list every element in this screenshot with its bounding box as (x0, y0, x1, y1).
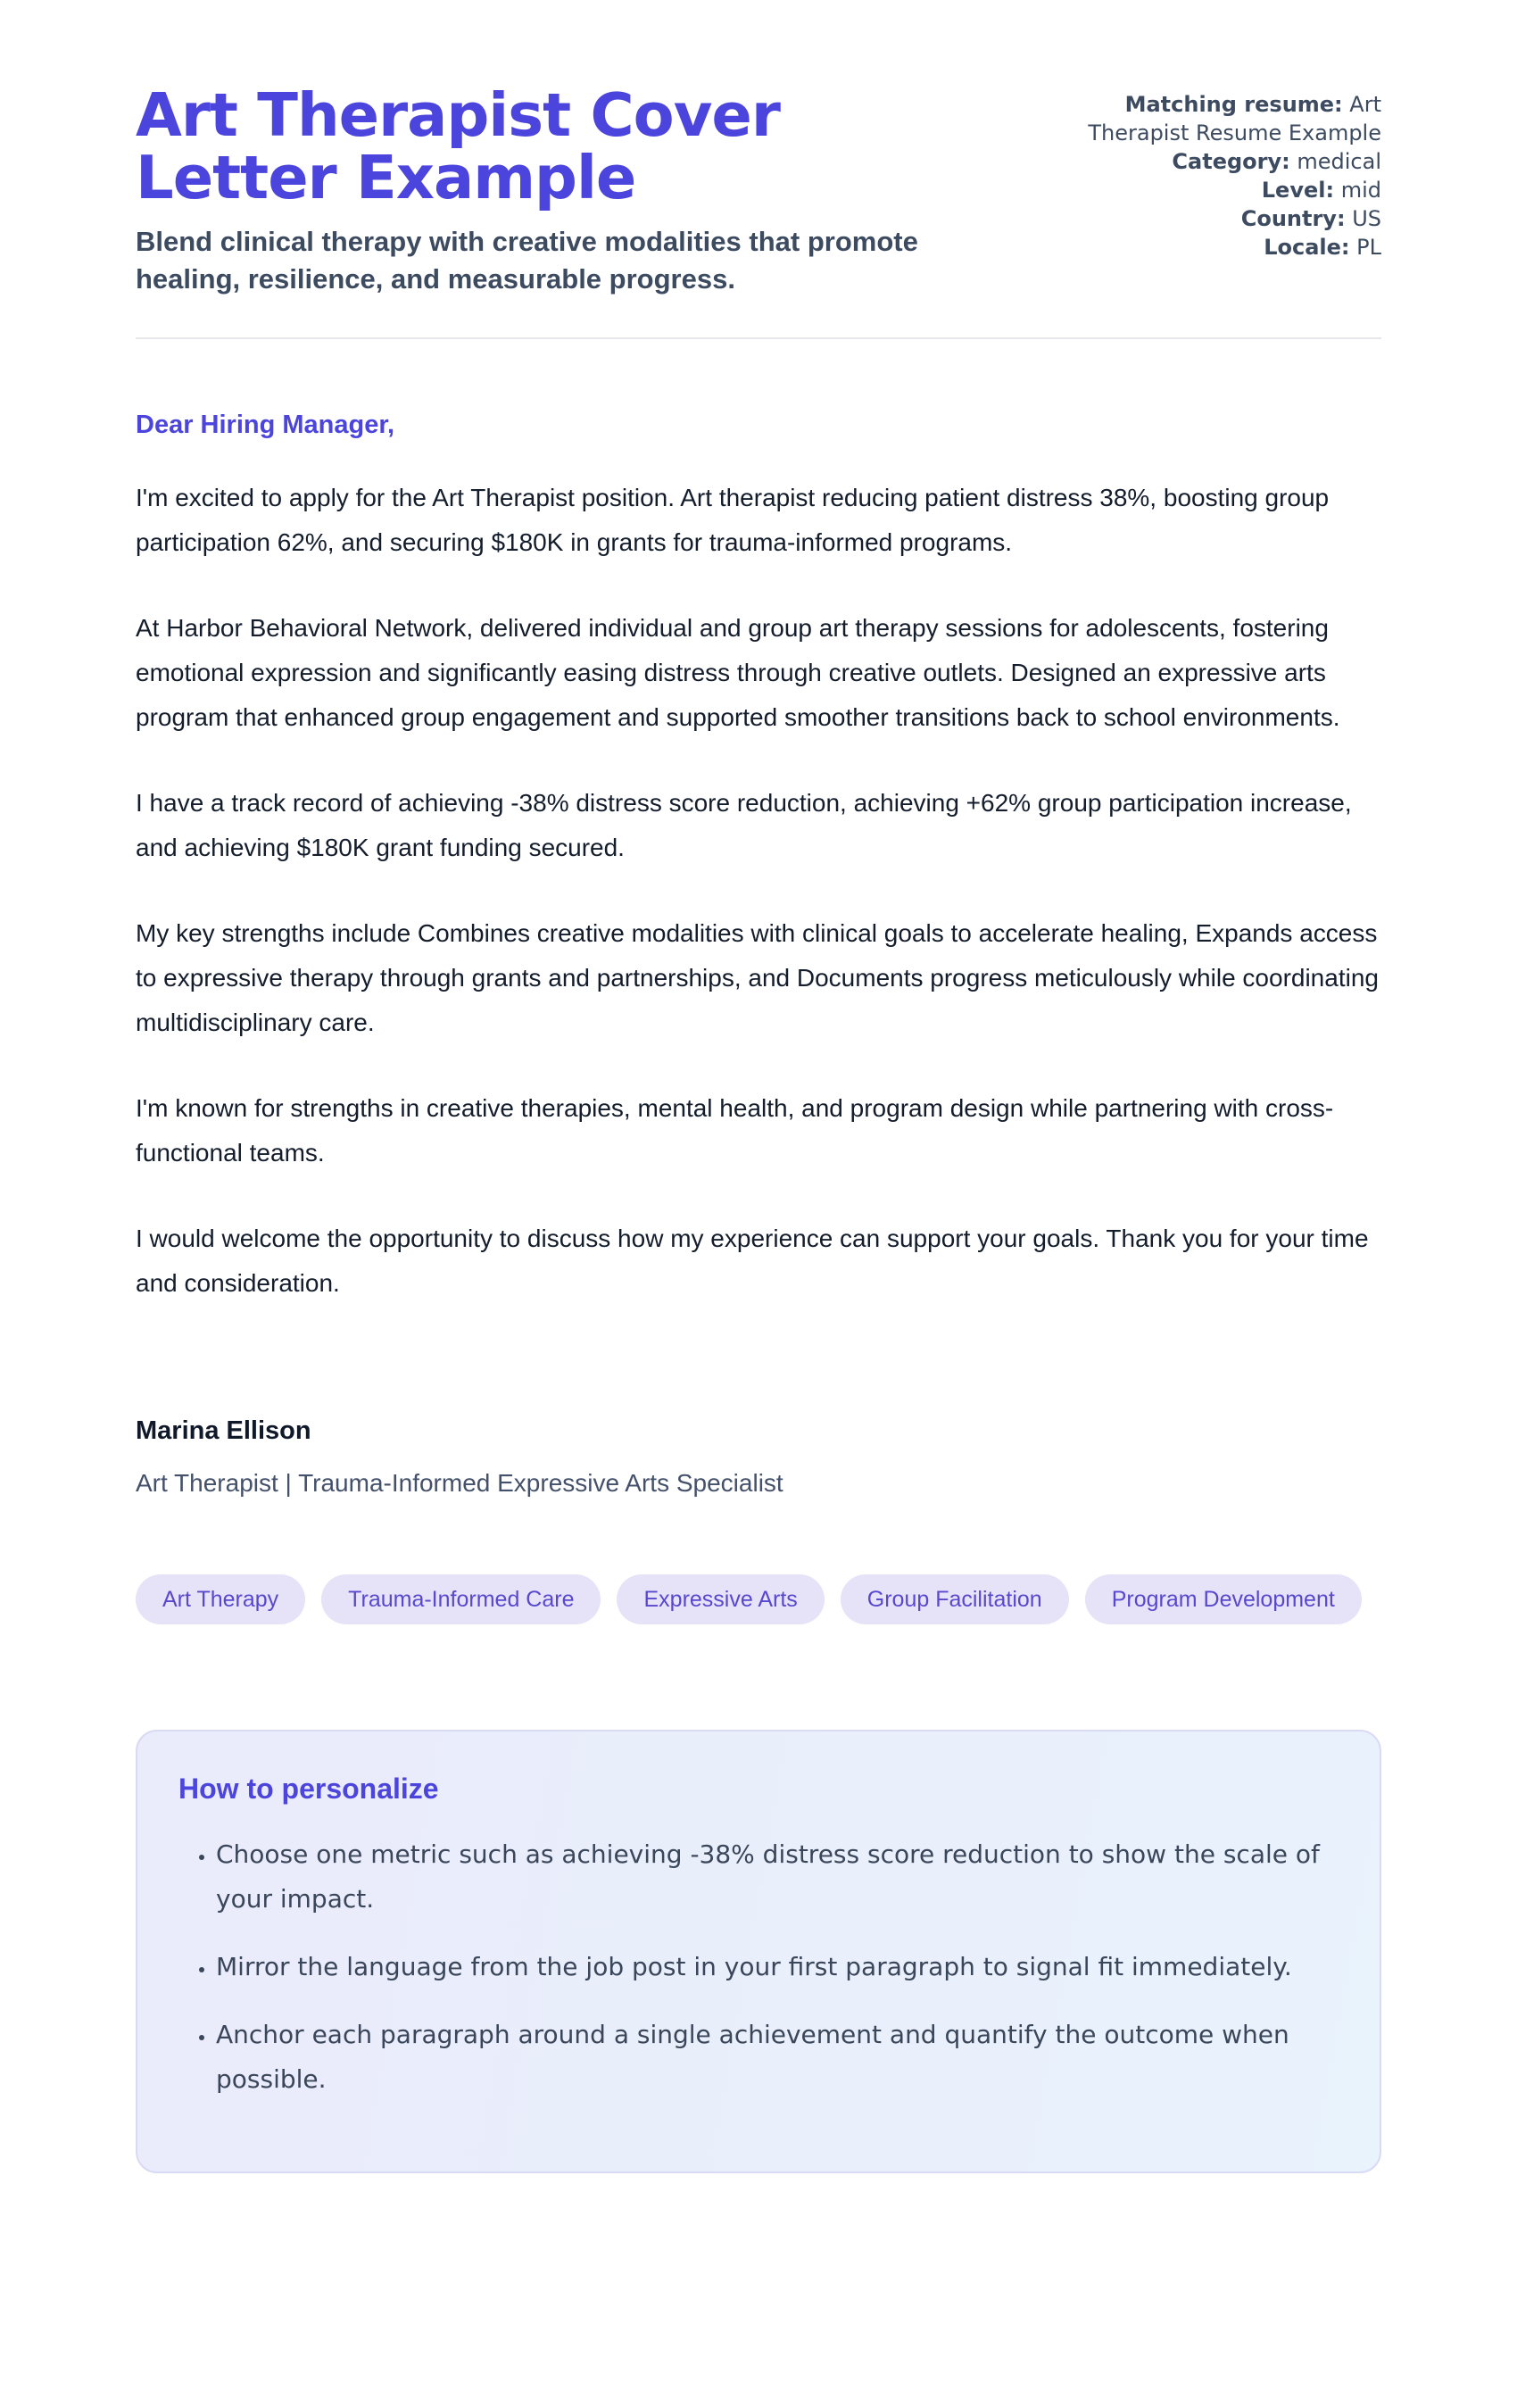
meta-line (1049, 176, 1381, 204)
signature-name: Marina Ellison (136, 1416, 311, 1446)
personalize-callout (136, 1730, 1381, 2173)
personalize-tip: • Mirror the language from the job post in your first paragraph to signal fit immediately. (216, 1945, 1322, 1989)
meta-line (1049, 204, 1381, 233)
personalize-heading: How to personalize (178, 1773, 439, 1806)
skill-tag[interactable]: Program Development (1085, 1574, 1362, 1624)
skill-tag[interactable]: Trauma-Informed Care (321, 1574, 601, 1624)
meta-value: medical (1297, 149, 1381, 174)
skill-tag[interactable]: Art Therapy (136, 1574, 305, 1624)
meta-label: Level: (1261, 178, 1335, 203)
letter-paragraph: I'm excited to apply for the Art Therapist position. Art therapist reducing patient distress 38%, boosting group participation 62%, and securing $180K in grants for trauma-informed programs. (136, 484, 1330, 557)
personalize-tip: • Choose one metric such as achieving -38% distress score reduction to show the scale of your impact. (216, 1832, 1322, 1922)
letter-paragraph: My key strengths include Combines creative modalities with clinical goals to accelerate healing, Expands access to expressive therapy through grants and partnerships, and Documents progress meticulously while coordinating multidisciplinary care. (136, 919, 1379, 1037)
meta-line (1049, 90, 1381, 147)
greeting: Dear Hiring Manager, (136, 411, 395, 440)
meta-label: Locale: (1264, 235, 1350, 260)
letter-paragraph: I'm known for strengths in creative therapies, mental health, and program design while partnering with cross-functional teams. (136, 1094, 1334, 1167)
letter-paragraph: I have a track record of achieving -38% distress score reduction, achieving +62% group participation increase, and achieving $180K grant funding secured. (136, 789, 1352, 862)
meta-value: mid (1340, 178, 1381, 203)
personalize-tip: • Anchor each paragraph around a single achievement and quantify the outcome when possible. (216, 2013, 1322, 2102)
page-subtitle: Blend clinical therapy with creative modalities that promote healing, resilience, and measurable progress. (136, 226, 918, 295)
page-header (136, 80, 1381, 298)
personalize-tips (178, 1832, 1335, 2102)
meta-value: Art Therapist Resume Example (1088, 92, 1381, 145)
letter-body (136, 411, 1381, 2173)
page-title: Art Therapist Cover Letter Example (136, 80, 780, 212)
meta-label: Matching resume: (1124, 92, 1343, 117)
divider (136, 337, 1381, 339)
header-title-block (136, 80, 999, 298)
skill-tag[interactable]: Expressive Arts (617, 1574, 824, 1624)
signature-title: Art Therapist | Trauma-Informed Expressive Arts Specialist (136, 1469, 783, 1498)
letter-paragraph: I would welcome the opportunity to discuss how my experience can support your goals. Thank you for your time and consideration. (136, 1225, 1369, 1298)
meta-value: US (1352, 206, 1381, 231)
meta-label: Country: (1240, 206, 1346, 231)
skill-tags (136, 1574, 1381, 1624)
letter-paragraph: At Harbor Behavioral Network, delivered individual and group art therapy sessions for adolescents, fostering emotional expression and significantly easing distress through creative outlets. Designed an expressive arts program that enhanced group engagement and supported smoother transitions back to school environments. (136, 614, 1340, 732)
resume-meta (1049, 85, 1381, 298)
meta-line (1049, 147, 1381, 176)
meta-value: PL (1356, 235, 1381, 260)
skill-tag[interactable]: Group Facilitation (841, 1574, 1069, 1624)
meta-line (1049, 233, 1381, 262)
meta-label: Category: (1172, 149, 1290, 174)
